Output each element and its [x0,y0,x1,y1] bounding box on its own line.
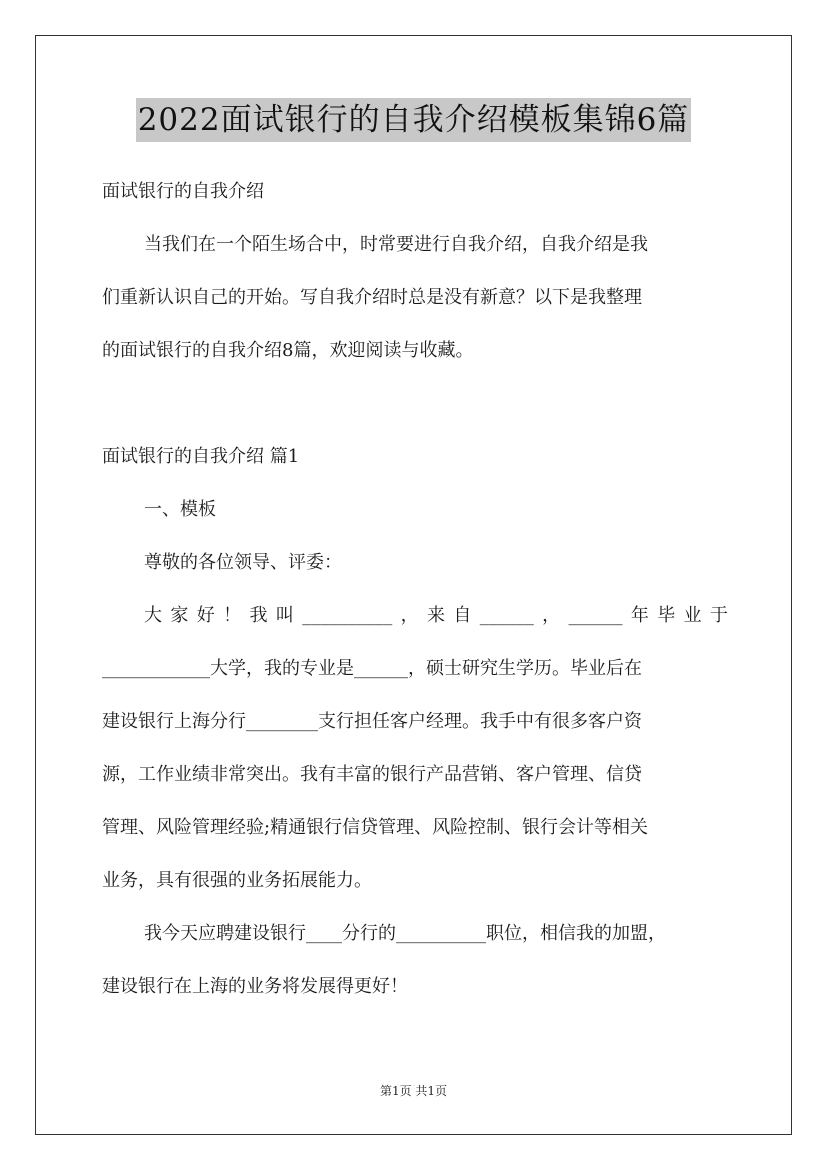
title-container [0,98,827,142]
paragraph-line: 源，工作业绩非常突出。我有丰富的银行产品营销、客户管理、信贷 [102,764,642,785]
paragraph-line: 管理、风险管理经验;精通银行信贷管理、风险控制、银行会计等相关 [102,817,649,838]
paragraph-line: 业务，具有很强的业务拓展能力。 [102,870,372,891]
paragraph-line: 的面试银行的自我介绍8篇，欢迎阅读与收藏。 [102,340,474,361]
paragraph-line: 大家好！我叫__________，来自______，______年毕业于 [144,605,728,626]
document-title: 2022面试银行的自我介绍模板集锦6篇 [136,98,692,142]
paragraph-line: 我今天应聘建设银行____分行的__________职位，相信我的加盟， [144,923,666,944]
section-heading: 面试银行的自我介绍 篇1 [102,446,300,467]
paragraph-line: 们重新认识自己的开始。写自我介绍时总是没有新意？以下是我整理 [102,287,642,308]
document-body [102,165,728,1013]
paragraph-line: ____________大学，我的专业是______，硕士研究生学历。毕业后在 [102,658,642,679]
paragraph-line: 建设银行在上海的业务将发展得更好！ [102,976,408,997]
paragraph-line: 当我们在一个陌生场合中，时常要进行自我介绍，自我介绍是我 [144,234,648,255]
spacer [102,377,728,430]
page-footer [0,1082,827,1099]
page-number: 第1页 共1页 [379,1084,448,1098]
greeting-line: 尊敬的各位领导、评委： [144,552,342,573]
paragraph-line: 建设银行上海分行________支行担任客户经理。我手中有很多客户资 [102,711,642,732]
section-heading: 面试银行的自我介绍 [102,181,264,202]
subheading: 一、模板 [144,499,216,520]
